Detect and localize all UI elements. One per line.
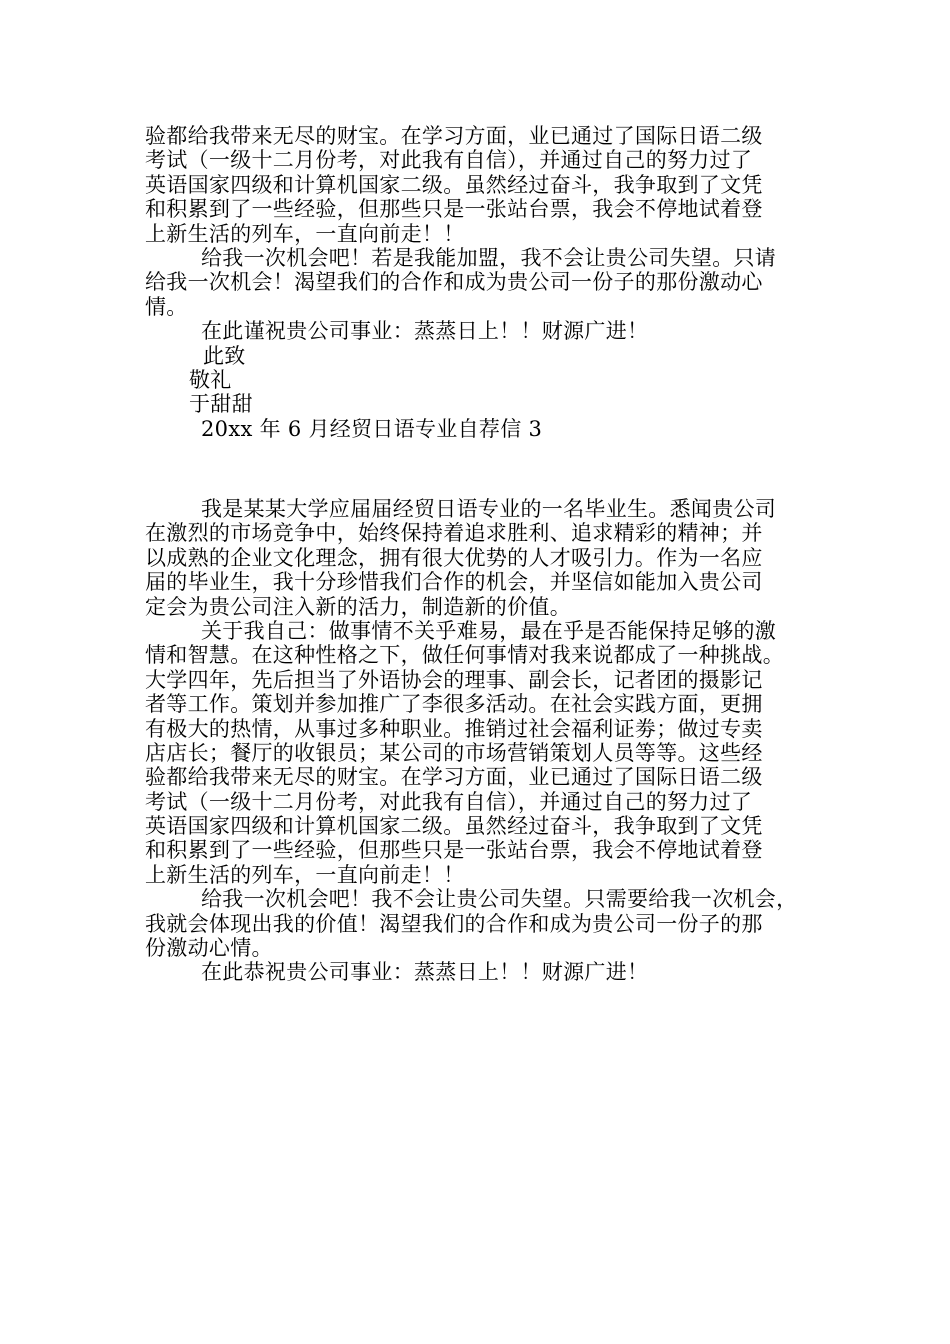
text-line: 验都给我带来无尽的财宝。在学习方面，业已通过了国际日语二级 [145, 124, 763, 148]
text-line: 情。 [145, 294, 188, 319]
text-line: 上新生活的列车，一直向前走！！ [145, 221, 465, 246]
regards-line: 敬礼 [189, 367, 232, 392]
text-line: 有极大的热情，从事过多种职业。推销过社会福利证劵；做过专卖 [145, 716, 763, 741]
text-line: 份激动心情。 [145, 936, 273, 961]
text-line: 给我一次机会吧！若是我能加盟，我不会让贵公司失望。只请 [201, 245, 777, 270]
text-line: 和积累到了一些经验，但那些只是一张站台票，我会不停地试着登 [145, 838, 763, 863]
text-line: 以成熟的企业文化理念，拥有很大优势的人才吸引力。作为一名应 [145, 545, 763, 570]
wish-line: 在此谨祝贵公司事业：蒸蒸日上！！财源广进！ [201, 319, 649, 344]
text-line: 和积累到了一些经验，但那些只是一张站台票，我会不停地试着登 [145, 197, 763, 222]
text-line: 关于我自己：做事情不关乎难易，最在乎是否能保持足够的激 [201, 618, 777, 643]
text-line: 给我一次机会吧！我不会让贵公司失望。只需要给我一次机会， [201, 887, 798, 912]
text-line: 店店长；餐厅的收银员；某公司的市场营销策划人员等等。这些经 [145, 740, 763, 765]
text-line: 验都给我带来无尽的财宝。在学习方面，业已通过了国际日语二级 [145, 765, 763, 790]
text-line: 届的毕业生，我十分珍惜我们合作的机会，并坚信如能加入贵公司 [145, 570, 763, 595]
signature-line: 于甜甜 [189, 392, 253, 417]
text-line: 考试（一级十二月份考，对此我有自信），并通过自己的努力过了 [145, 789, 753, 814]
text-line: 考试（一级十二月份考，对此我有自信），并通过自己的努力过了 [145, 148, 753, 173]
text-line: 者等工作。策划并参加推广了李很多活动。在社会实践方面，更拥 [145, 692, 763, 717]
text-line: 给我一次机会！渴望我们的合作和成为贵公司一份子的那份激动心 [145, 270, 763, 295]
closing-line: 此致 [203, 343, 246, 368]
text-line: 英语国家四级和计算机国家二级。虽然经过奋斗，我争取到了文凭 [145, 814, 763, 839]
text-line: 大学四年，先后担当了外语协会的理事、副会长，记者团的摄影记 [145, 667, 763, 692]
text-line: 上新生活的列车，一直向前走！！ [145, 862, 465, 887]
text-line: 定会为贵公司注入新的活力，制造新的价值。 [145, 594, 571, 619]
text-line: 我是某某大学应届届经贸日语专业的一名毕业生。悉闻贵公司 [201, 497, 777, 521]
text-line: 情和智慧。在这种性格之下，做任何事情对我来说都成了一种挑战。 [145, 643, 784, 668]
letter-3-title: 20xx 年 6 月经贸日语专业自荐信 3 [201, 416, 543, 441]
letter-2-continuation [145, 124, 825, 441]
text-line: 在激烈的市场竞争中，始终保持着追求胜利、追求精彩的精神；并 [145, 521, 763, 546]
letter-3-body [145, 497, 825, 985]
text-line: 英语国家四级和计算机国家二级。虽然经过奋斗，我争取到了文凭 [145, 172, 763, 197]
text-line: 我就会体现出我的价值！渴望我们的合作和成为贵公司一份子的那 [145, 911, 763, 936]
wish-line: 在此恭祝贵公司事业：蒸蒸日上！！财源广进！ [201, 960, 649, 985]
